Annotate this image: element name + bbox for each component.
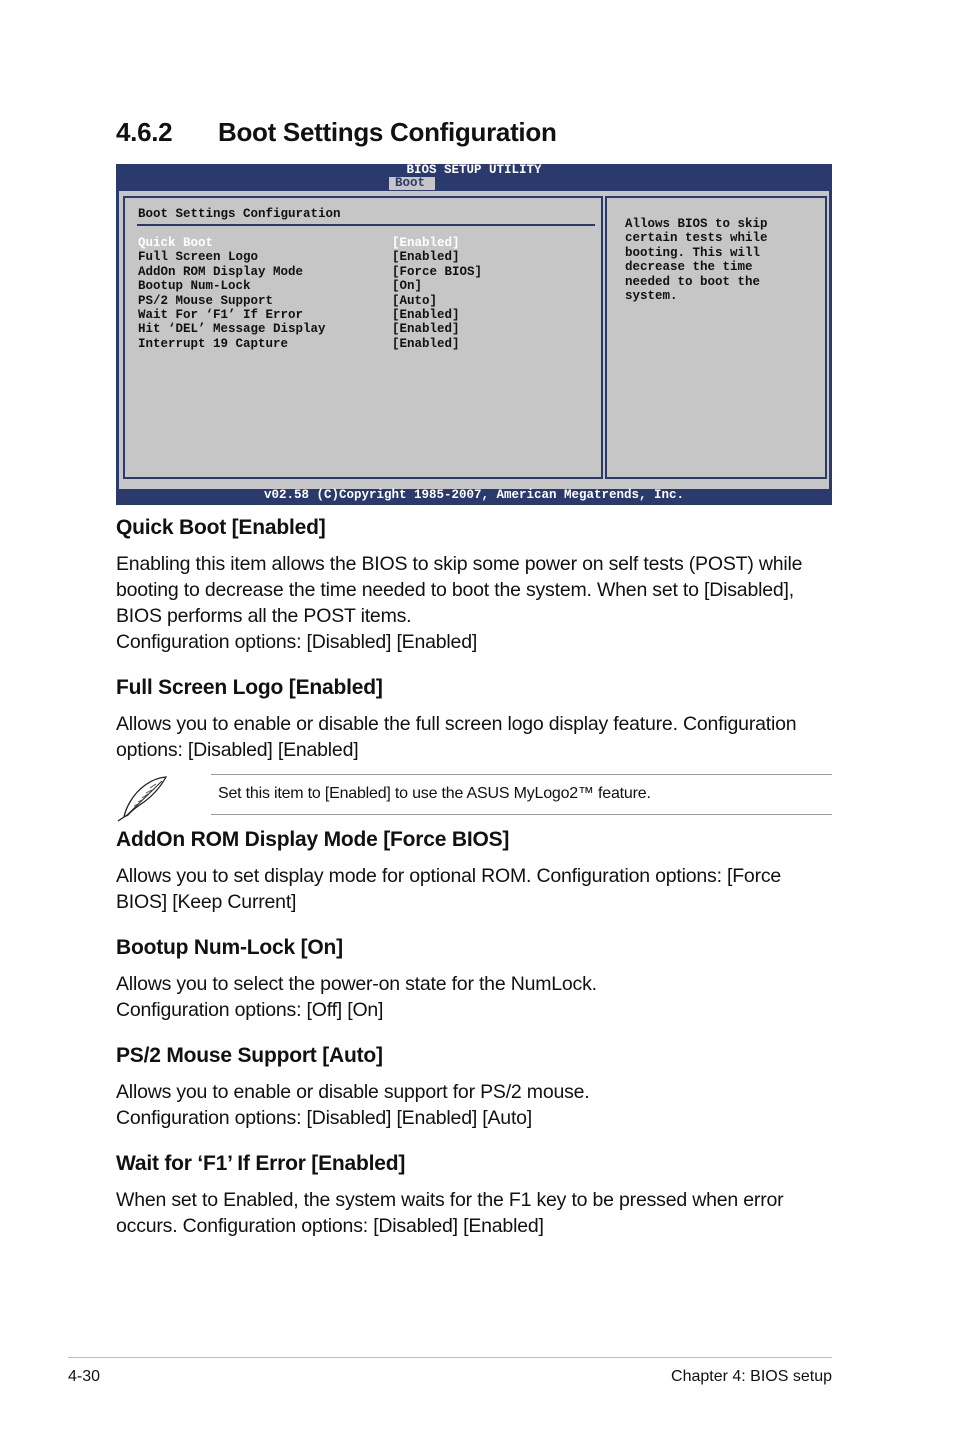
- bios-item-name: AddOn ROM Display Mode: [138, 264, 304, 279]
- bios-panel-title: Boot Settings Configuration: [138, 207, 341, 221]
- bios-utility-title: BIOS SETUP UTILITY: [406, 163, 542, 177]
- wait-f1-heading: Wait for ‘F1’ If Error [Enabled]: [116, 1152, 406, 1175]
- bios-item-quick-boot[interactable]: [138, 236, 598, 250]
- ps2-mouse-text: Allows you to enable or disable support for PS/2 mouse.: [116, 1081, 590, 1103]
- bios-item-ps2-mouse-support[interactable]: [138, 294, 598, 308]
- bios-help-text: Allows BIOS to skip certain tests while booting. This will decrease the time needed to boot the system.: [625, 217, 768, 304]
- num-lock-description: [116, 971, 834, 1023]
- bios-item-value: [Enabled]: [392, 236, 460, 250]
- ps2-mouse-description: [116, 1079, 834, 1131]
- note-top-rule: [211, 774, 832, 775]
- bios-item-value: [Enabled]: [392, 250, 460, 265]
- note-bottom-rule: [211, 814, 832, 815]
- bios-screenshot: [116, 164, 832, 505]
- num-lock-heading: Bootup Num-Lock [On]: [116, 936, 343, 959]
- section-title: Boot Settings Configuration: [218, 117, 557, 147]
- bios-item-bootup-num-lock[interactable]: [138, 279, 598, 293]
- page-number: 4-30: [68, 1368, 101, 1385]
- full-screen-logo-heading: Full Screen Logo [Enabled]: [116, 676, 383, 699]
- chapter-label: Chapter 4: BIOS setup: [671, 1368, 832, 1385]
- quick-boot-options: Configuration options: [Disabled] [Enabled]: [116, 631, 478, 653]
- bios-title-divider: [137, 224, 595, 226]
- full-screen-logo-text: Allows you to enable or disable the full screen logo display feature. Configuration options: [Disabled] [Enabled]: [116, 713, 797, 761]
- bios-item-value: [Force BIOS]: [392, 264, 483, 279]
- bios-item-interrupt-19-capture[interactable]: [138, 337, 598, 351]
- page-footer-rule: [68, 1357, 832, 1358]
- quick-boot-description: [116, 551, 834, 655]
- section-heading: [116, 117, 557, 148]
- bios-item-value: [Enabled]: [392, 322, 460, 337]
- bios-item-addon-rom-display-mode[interactable]: [138, 265, 598, 279]
- ps2-mouse-heading: PS/2 Mouse Support [Auto]: [116, 1044, 383, 1067]
- bios-item-value: [Auto]: [392, 293, 438, 308]
- num-lock-text: Allows you to select the power-on state for the NumLock.: [116, 973, 597, 995]
- bios-item-wait-for-f1[interactable]: [138, 308, 598, 322]
- bios-help-panel: [605, 196, 827, 479]
- bios-item-name: Full Screen Logo: [138, 250, 259, 265]
- bios-main-area: [119, 191, 829, 489]
- addon-rom-text: Allows you to set display mode for optional ROM. Configuration options: [Force BIOS] [Keep Current]: [116, 865, 782, 913]
- bios-tab-boot[interactable]: Boot: [389, 177, 435, 190]
- num-lock-options: Configuration options: [Off] [On]: [116, 999, 384, 1021]
- section-number: 4.6.2: [116, 117, 173, 147]
- quick-boot-text: Enabling this item allows the BIOS to skip some power on self tests (POST) while booting to decrease the time needed to boot the system. When set to [Disabled], BIOS performs all the POST items.: [116, 553, 803, 627]
- bios-item-hit-del-message[interactable]: [138, 322, 598, 336]
- bios-item-name: Wait For ‘F1’ If Error: [138, 307, 304, 322]
- bios-item-value: [On]: [392, 279, 423, 294]
- bios-item-name: Interrupt 19 Capture: [138, 336, 289, 351]
- addon-rom-heading: AddOn ROM Display Mode [Force BIOS]: [116, 828, 510, 851]
- bios-item-value: [Enabled]: [392, 336, 460, 351]
- note-box: [116, 772, 832, 816]
- wait-f1-text: When set to Enabled, the system waits for the F1 key to be pressed when error occurs. Configuration options: [Disabled] [Enabled]: [116, 1189, 784, 1237]
- ps2-mouse-options: Configuration options: [Disabled] [Enabled] [Auto]: [116, 1107, 533, 1129]
- bios-item-name: Quick Boot: [138, 236, 214, 250]
- quick-boot-heading: Quick Boot [Enabled]: [116, 516, 326, 539]
- bios-item-value: [Enabled]: [392, 307, 460, 322]
- bios-item-name: Bootup Num-Lock: [138, 279, 251, 294]
- note-text: Set this item to [Enabled] to use the ASUS MyLogo2™ feature.: [218, 785, 651, 802]
- bios-settings-panel: [123, 196, 603, 479]
- bios-copyright-footer: v02.58 (C)Copyright 1985-2007, American Megatrends, Inc.: [263, 488, 685, 502]
- bios-item-name: Hit ‘DEL’ Message Display: [138, 322, 326, 337]
- bios-settings-list: [138, 236, 598, 351]
- feather-pen-icon: [116, 774, 168, 822]
- bios-item-full-screen-logo[interactable]: [138, 250, 598, 264]
- bios-item-name: PS/2 Mouse Support: [138, 293, 274, 308]
